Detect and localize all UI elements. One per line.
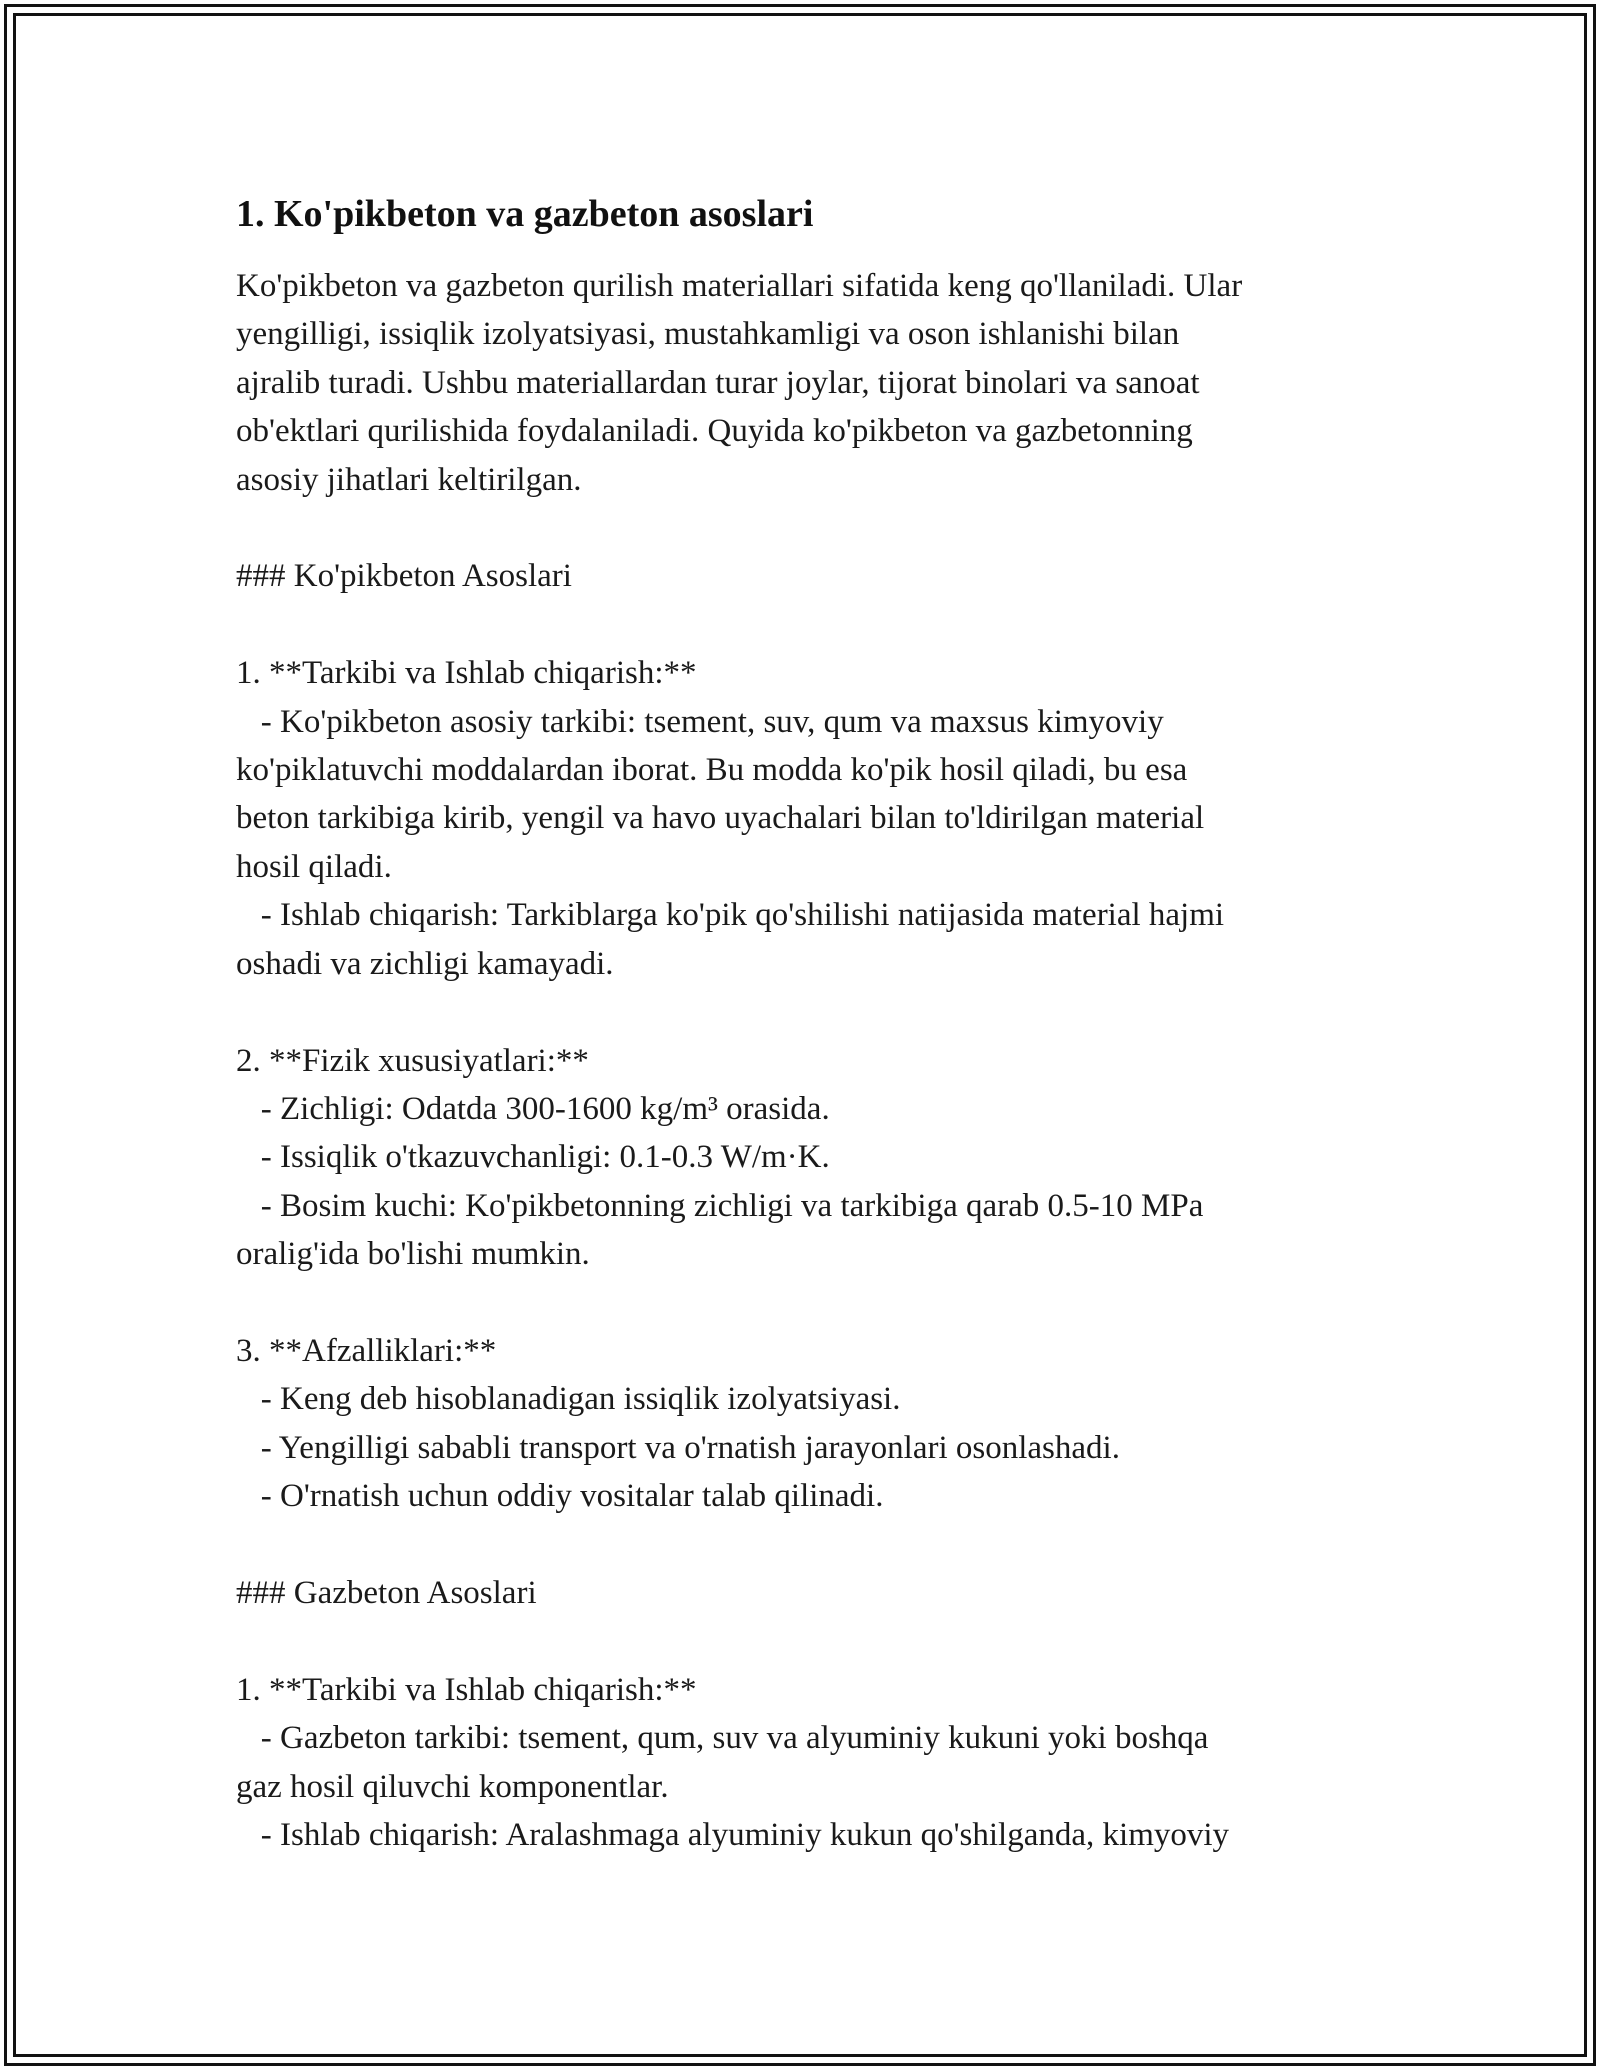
document-text: Ko'pikbeton va gazbeton qurilish materiallari sifatida keng qo'llaniladi. Ular yengilligi, issiqlik izolyatsiyasi, mustahkamligi va oson ishlanishi bilan ajralib turadi. Ushbu materiallardan turar joylar, tijorat binolari va sanoat ob'ektlari qurilishida foydalaniladi. Quyida ko'pikbeton va gazbetonning asosiy jihatlari keltirilgan. ### Ko'pikbeton Asoslari 1. **Tarkibi va Ishlab chiqarish:** - Ko'pikbeton asosiy tarkibi: tsement, suv, qum va maxsus kimyoviy ko'piklatuvchi moddalardan iborat. Bu modda ko'pik hosil qiladi, bu esa beton tarkibiga kirib, yengil va havo uyachalari bilan to'ldirilgan material hosil qiladi. - Ishlab chiqarish: Tarkiblarga ko'pik qo'shilishi natijasida material hajmi oshadi va zichligi kamayadi. 2. **Fizik xususiyatlari:** - Zichligi: Odatda 300-1600 kg/m³ orasida. - Issiqlik o'tkazuvchanligi: 0.1-0.3 W/m·K. - Bosim kuchi: Ko'pikbetonning zichligi va tarkibiga qarab 0.5-10 MPa oralig'ida bo'lishi mumkin. 3. **Afzalliklari:** - Keng deb hisoblanadigan issiqlik izolyatsiyasi. - Yengilligi sababli transport va o'rnatish jarayonlari osonlashadi. - O'rnatish uchun oddiy vositalar talab qilinadi. ### Gazbeton Asoslari 1. **Tarkibi va Ishlab chiqarish:** - Gazbeton tarkibi: tsement, qum, suv va alyuminiy kukuni yoki boshqa gaz hosil qiluvchi komponentlar. - Ishlab chiqarish: Aralashmaga alyuminiy kukun qo'shilganda, kimyoviy [236, 268, 1243, 1853]
document-body [236, 186, 1366, 1859]
document-title: 1. Ko'pikbeton va gazbeton asoslari [236, 193, 814, 235]
